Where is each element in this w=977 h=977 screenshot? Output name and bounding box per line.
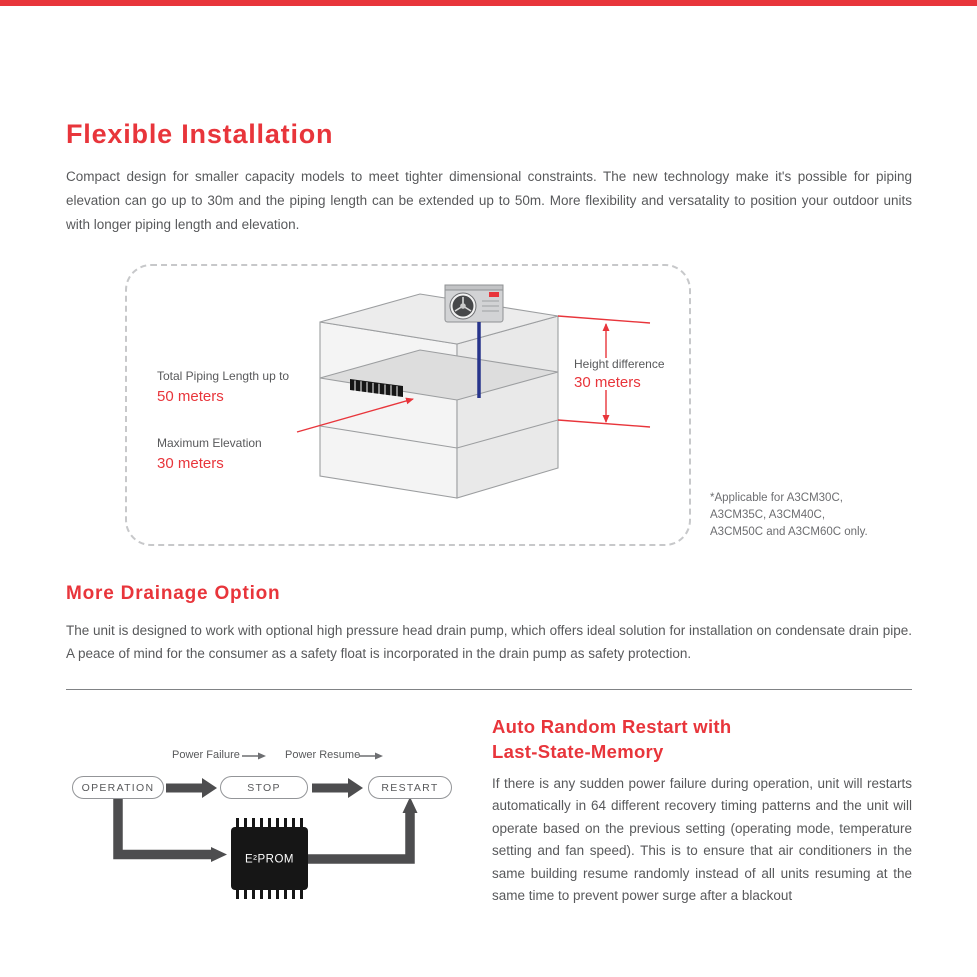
flexible-installation-body: Compact design for smaller capacity models to meet tighter dimensional constraints. The new technology make it's possible for piping elevation can go up to 30m and the piping length can be extended up to 50m. More flexibility and versatality to position your outdoor units with longer piping length and elevation. bbox=[66, 169, 912, 232]
section-title-auto-restart bbox=[492, 714, 912, 764]
footnote-line: A3CM50C and A3CM60C only. bbox=[710, 526, 868, 538]
footnote-line: *Applicable for A3CM30C, bbox=[710, 492, 843, 504]
chip-arrowhead bbox=[211, 847, 227, 862]
restart-box: RESTART bbox=[368, 776, 452, 799]
height-difference-label: Height difference 30 meters bbox=[574, 357, 665, 391]
building-shape bbox=[320, 294, 558, 498]
restart-text-column bbox=[492, 710, 912, 922]
page-content bbox=[0, 118, 977, 922]
restart-flowchart bbox=[66, 710, 492, 922]
drainage-body: The unit is designed to work with optional high pressure head drain pump, which offers ideal solution for installation on condensate drain pipe. A peace of mind for the consumer as a safety float is incorporated in the drain pump as safety protection. bbox=[66, 623, 912, 661]
section-title-drainage: More Drainage Option bbox=[66, 583, 281, 604]
stop-box: STOP bbox=[220, 776, 308, 799]
restart-title-line1: Auto Random Restart with bbox=[492, 716, 732, 737]
outdoor-unit-icon bbox=[445, 285, 503, 322]
chip-label: E²PROM bbox=[245, 853, 294, 866]
maximum-elevation-label: Maximum Elevation 30 meters bbox=[157, 436, 262, 472]
installation-diagram-frame bbox=[125, 264, 691, 546]
section-title-flexible-installation: Flexible Installation bbox=[66, 119, 334, 149]
operation-box: OPERATION bbox=[72, 776, 164, 799]
applicability-footnote bbox=[710, 490, 868, 541]
power-failure-label: Power Failure bbox=[172, 749, 240, 761]
footnote-line: A3CM35C, A3CM40C, bbox=[710, 509, 826, 521]
restart-arrowhead bbox=[403, 797, 418, 813]
restart-section bbox=[66, 710, 912, 922]
section-divider bbox=[66, 689, 912, 690]
total-piping-length-label: Total Piping Length up to 50 meters bbox=[157, 369, 290, 405]
flow-arrows-and-chip bbox=[66, 710, 492, 922]
building-illustration bbox=[127, 266, 693, 548]
chip-to-restart-path bbox=[307, 811, 410, 859]
installation-diagram-area bbox=[66, 264, 912, 556]
restart-title-line2: Last-State-Memory bbox=[492, 741, 664, 762]
power-resume-label: Power Resume bbox=[285, 749, 361, 761]
auto-restart-body: If there is any sudden power failure during operation, unit will restarts automatically in 64 different recovery timing patterns and the unit will operate based on the previous setting (operating mode, temperature setting and fan speed). This is to ensure that air conditioners in the same building resume randomly instead of all units resuming at the same time to prevent power surge after a blackout bbox=[492, 776, 912, 904]
eeprom-chip-icon bbox=[231, 818, 308, 899]
operation-to-chip-path bbox=[118, 798, 213, 855]
top-red-bar bbox=[0, 0, 977, 6]
